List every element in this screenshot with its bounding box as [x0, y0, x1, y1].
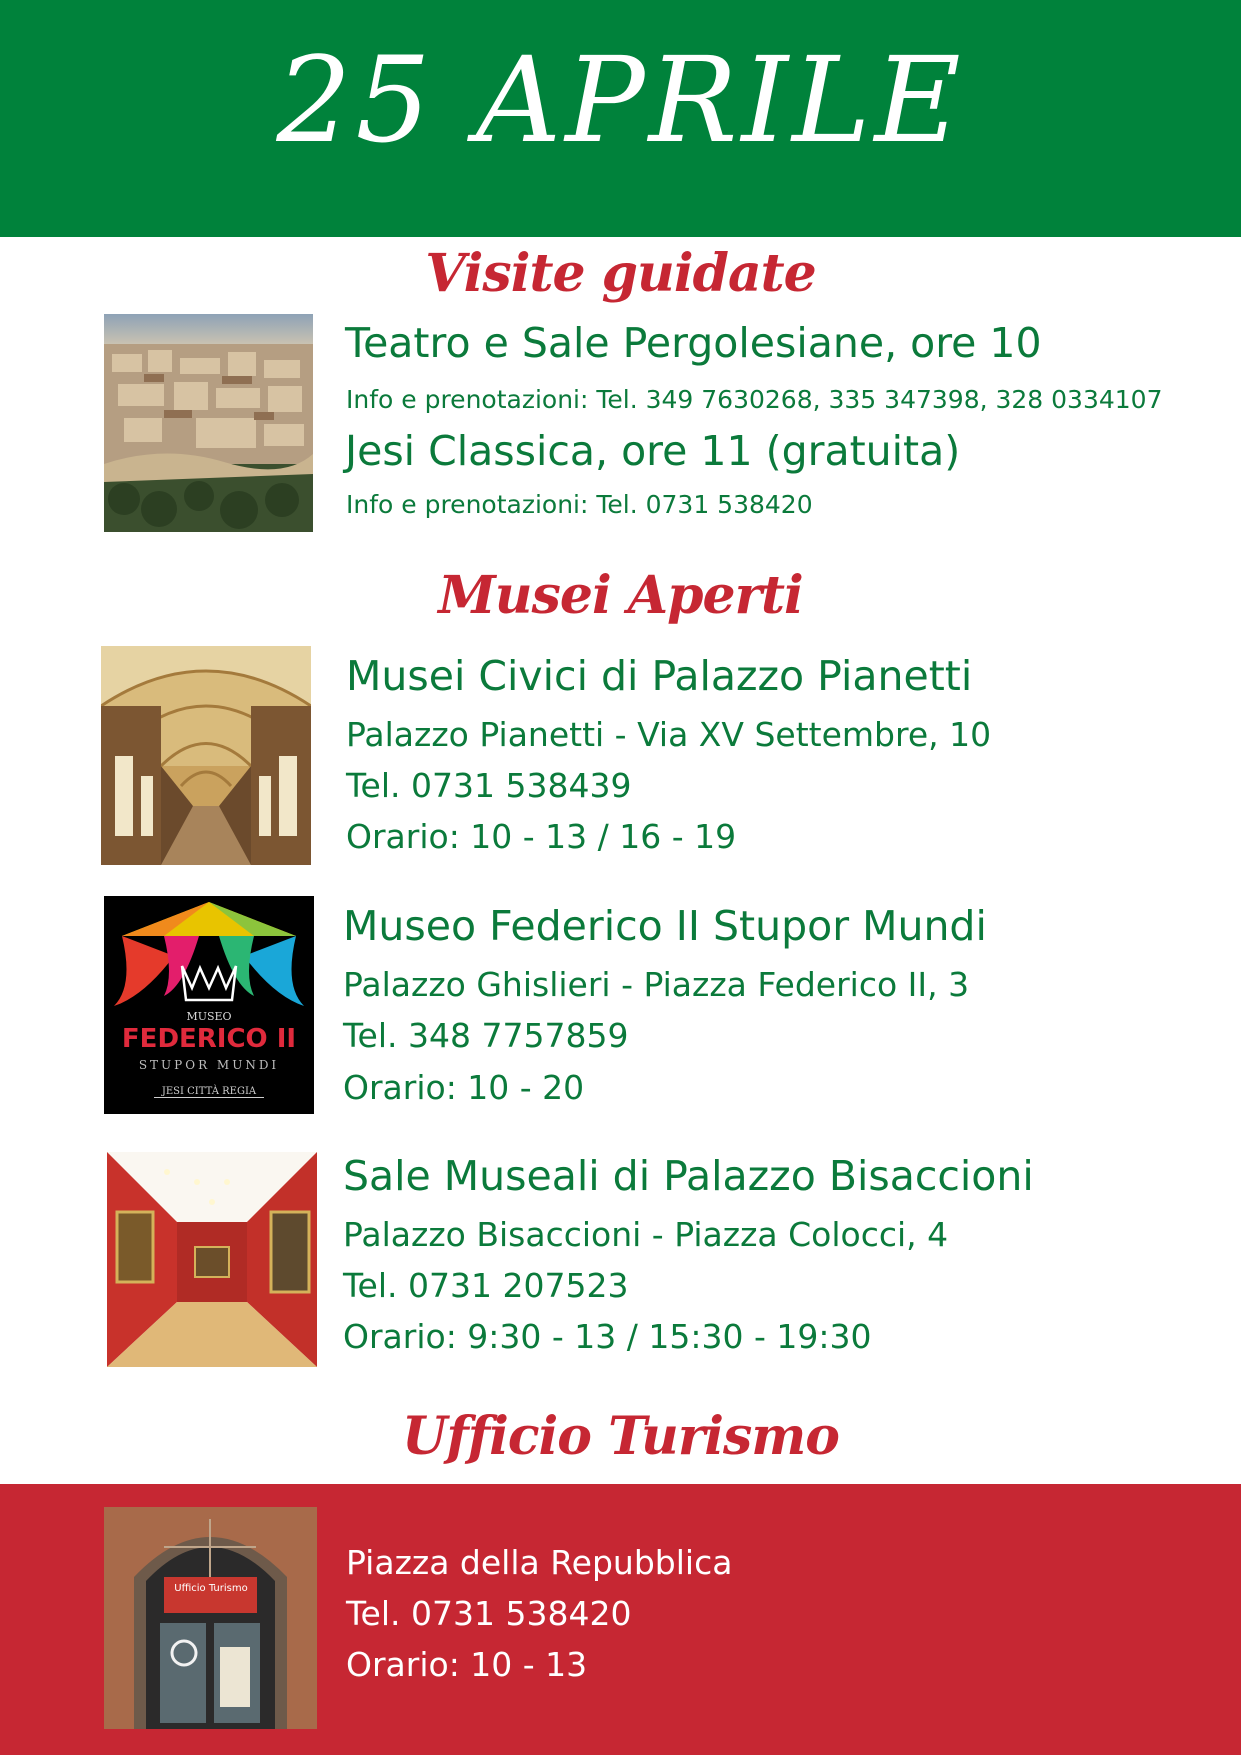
- guided-tour-info-1: Info e prenotazioni: Tel. 349 7630268, 335 347398, 328 0334107: [346, 385, 1163, 414]
- office-hours: Orario: 10 - 13: [346, 1645, 588, 1684]
- palazzo-bisaccioni-hall-photo: [107, 1152, 317, 1367]
- museo-federico-logo: [104, 896, 314, 1114]
- tourism-office-heading: Ufficio Turismo: [402, 1406, 839, 1467]
- logo-federico-text: FEDERICO II: [121, 1024, 297, 1054]
- museum-name-3: Sale Museali di Palazzo Bisaccioni: [343, 1152, 1034, 1200]
- museum-hours-1: Orario: 10 - 13 / 16 - 19: [346, 817, 737, 856]
- guided-tours-heading: Visite guidate: [425, 243, 816, 304]
- museum-name-2: Museo Federico II Stupor Mundi: [343, 902, 987, 950]
- guided-tour-title-2: Jesi Classica, ore 11 (gratuita): [345, 427, 961, 475]
- tourism-office-entrance-photo: [104, 1507, 317, 1729]
- museum-address-2: Palazzo Ghislieri - Piazza Federico II, 3: [343, 965, 970, 1004]
- museum-phone-2: Tel. 348 7757859: [343, 1016, 629, 1055]
- museum-address-1: Palazzo Pianetti - Via XV Settembre, 10: [346, 715, 992, 754]
- footer-banner: [0, 1484, 1241, 1755]
- logo-city-text: JESI CITTÀ REGIA: [154, 1086, 264, 1098]
- museum-name-1: Musei Civici di Palazzo Pianetti: [346, 652, 973, 700]
- logo-stupor-text: STUPOR MUNDI: [138, 1058, 280, 1072]
- guided-tour-title-1: Teatro e Sale Pergolesiane, ore 10: [345, 319, 1042, 367]
- office-address: Piazza della Repubblica: [346, 1543, 733, 1582]
- museum-hours-2: Orario: 10 - 20: [343, 1068, 585, 1107]
- museum-phone-1: Tel. 0731 538439: [346, 766, 632, 805]
- logo-museo-text: MUSEO: [186, 1010, 232, 1023]
- palazzo-pianetti-gallery-photo: [101, 646, 311, 865]
- museum-phone-3: Tel. 0731 207523: [343, 1266, 629, 1305]
- museum-hours-3: Orario: 9:30 - 13 / 15:30 - 19:30: [343, 1317, 872, 1356]
- header-banner: [0, 0, 1241, 237]
- page-title: 25 APRILE: [276, 31, 965, 169]
- jesi-aerial-photo: [104, 314, 313, 532]
- office-sign-text: Ufficio Turismo: [174, 1583, 248, 1594]
- office-phone: Tel. 0731 538420: [346, 1594, 632, 1633]
- museum-address-3: Palazzo Bisaccioni - Piazza Colocci, 4: [343, 1215, 949, 1254]
- museums-heading: Musei Aperti: [438, 565, 803, 626]
- guided-tour-info-2: Info e prenotazioni: Tel. 0731 538420: [346, 490, 813, 519]
